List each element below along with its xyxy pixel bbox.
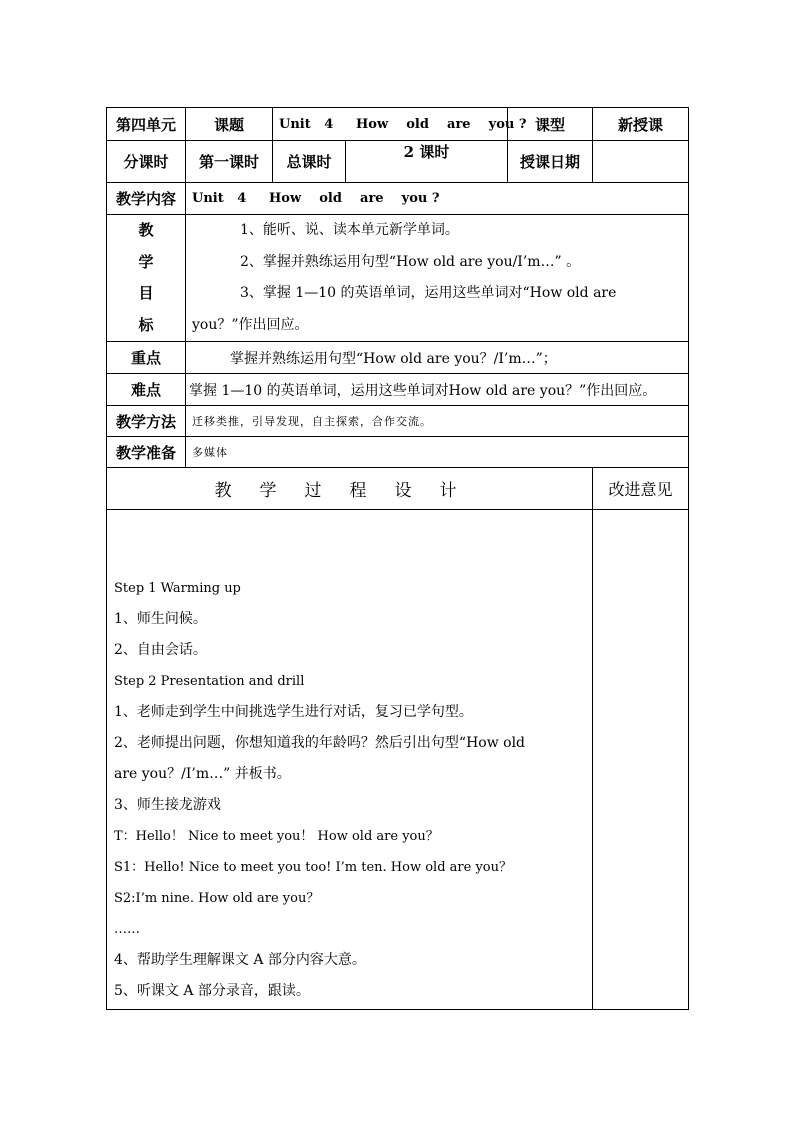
ellipsis-line: …… (114, 922, 140, 937)
process-header-row (107, 468, 689, 510)
process-body-row (107, 510, 689, 1010)
key-point-row (107, 342, 689, 374)
lesson-plan-table (106, 107, 689, 1010)
dialogue-line: T：Hello！ Nice to meet you！ How old are you？ (114, 829, 439, 844)
objective-3-cont: you？”作出回应。 (192, 316, 309, 333)
step-line: 2、老师提出问题，你想知道我的年龄吗？然后引出句型“How old (114, 735, 526, 751)
objectives-row (107, 215, 689, 342)
teaching-date-label: 授课日期 (508, 141, 593, 183)
preparation-label: 教学准备 (107, 437, 186, 468)
lesson-type-label: 课型 (508, 108, 593, 141)
content-value: Unit 4 How old are you ? (186, 183, 689, 215)
objective-2: 2、掌握并熟练运用句型“How old are you/I’m…” 。 (240, 253, 581, 270)
total-periods-value: 2 课时 (403, 143, 450, 161)
content-label: 教学内容 (107, 183, 186, 215)
dialogue-line: S2:I’m nine. How old are you？ (114, 891, 320, 906)
content-row (107, 183, 689, 215)
key-point-value: 掌握并熟练运用句型“How old are you？/I’m…”； (186, 342, 689, 374)
improvement-label: 改进意见 (593, 468, 689, 510)
step-line: 2、自由会话。 (114, 642, 207, 658)
method-value: 迁移类推，引导发现，自主探索，合作交流。 (186, 406, 689, 437)
preparation-value: 多媒体 (186, 437, 689, 468)
step-line: 3、师生接龙游戏 (114, 797, 221, 813)
objective-1: 1、能听、说、读本单元新学单词。 (240, 222, 459, 238)
topic-label: 课题 (186, 108, 273, 141)
header-row-1 (107, 108, 689, 141)
step-2-heading: Step 2 Presentation and drill (114, 674, 305, 689)
step-line: 5、听课文 A 部分录音，跟读。 (114, 983, 310, 999)
method-label: 教学方法 (107, 406, 186, 437)
preparation-row (107, 437, 689, 468)
unit-label: 第四单元 (107, 108, 186, 141)
dialogue-line: S1：Hello! Nice to meet you too! I’m ten. How old are you？ (114, 860, 512, 875)
total-periods-label: 总课时 (273, 141, 346, 182)
step-line: 4、帮助学生理解课文 A 部分内容大意。 (114, 952, 366, 968)
objective-3: 3、掌握 1—10 的英语单词，运用这些单词对“How old are (240, 285, 617, 301)
process-title: 教学过程设计 (107, 468, 593, 510)
objectives-label: 教 学 目 标 (107, 215, 186, 342)
teaching-date-value (593, 141, 689, 183)
objectives-text (186, 215, 689, 342)
header-row-2 (107, 141, 689, 183)
improvement-notes (593, 510, 689, 1010)
difficulty-value: 掌握 1—10 的英语单词，运用这些单词对How old are you？”作出回应。 (186, 374, 689, 406)
period-label: 分课时 (107, 141, 186, 183)
process-steps (107, 510, 593, 1010)
step-line: are you？/I’m…” 并板书。 (114, 766, 291, 782)
step-line: 1、老师走到学生中间挑选学生进行对话，复习已学句型。 (114, 704, 473, 720)
step-line: 1、师生问候。 (114, 611, 207, 627)
difficulty-row (107, 374, 689, 406)
lesson-type-value: 新授课 (593, 108, 689, 141)
period-value: 第一课时 (186, 141, 273, 183)
method-row (107, 406, 689, 437)
difficulty-label: 难点 (107, 374, 186, 406)
topic-value: Unit 4 How old are you ? (273, 108, 508, 141)
key-point-label: 重点 (107, 342, 186, 374)
step-1-heading: Step 1 Warming up (114, 581, 241, 596)
